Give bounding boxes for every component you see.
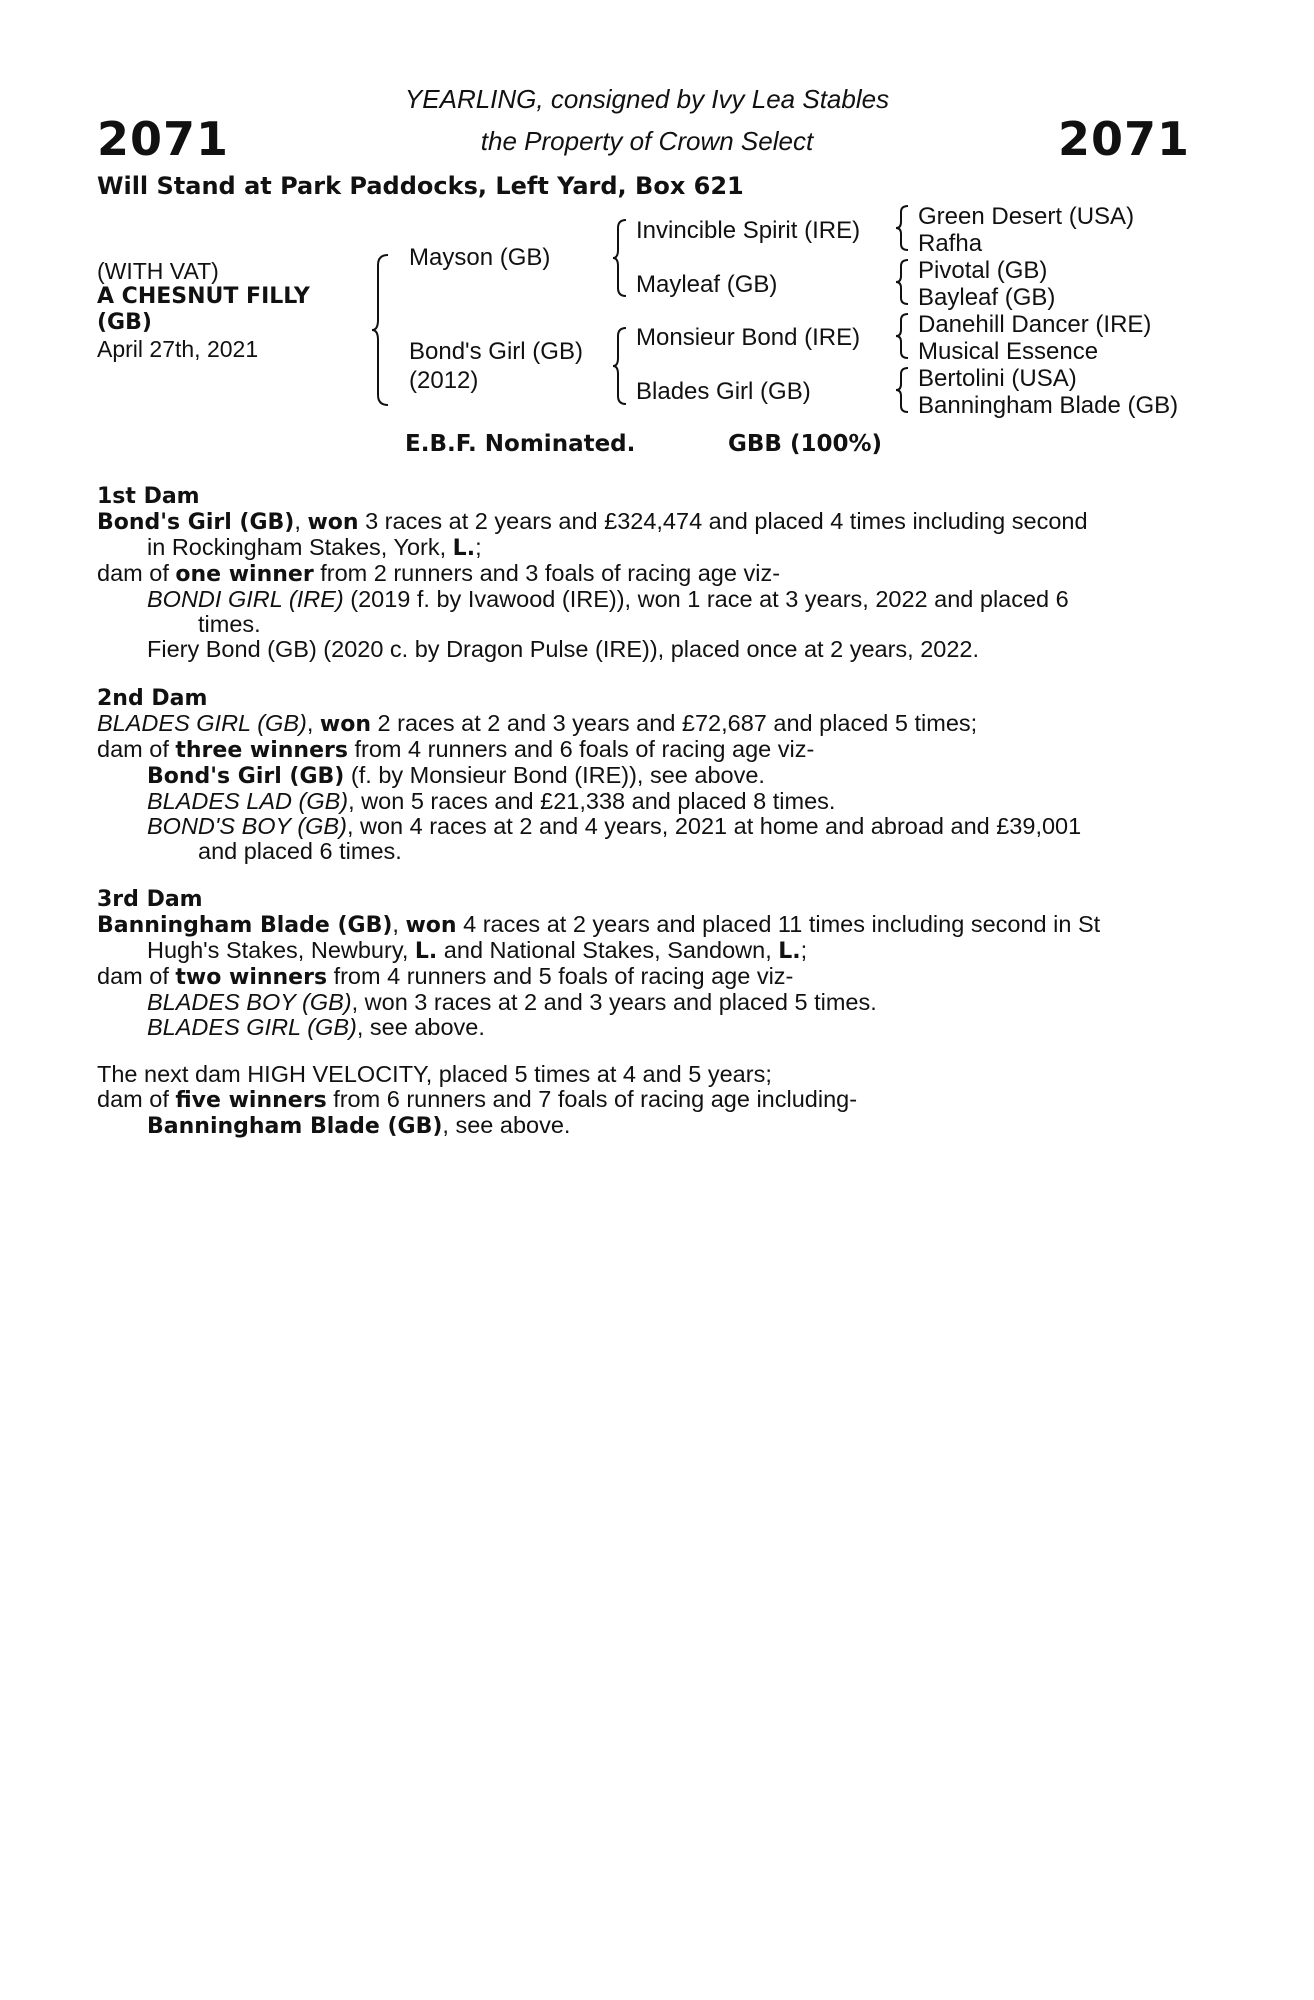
pedigree-sss: Green Desert (USA) (918, 203, 1135, 230)
pedigree-sds: Pivotal (GB) (918, 257, 1048, 284)
next-dam-section (97, 1062, 1192, 1139)
pedigree-sdd: Bayleaf (GB) (918, 284, 1056, 311)
produce-item (97, 789, 1192, 814)
dam-record-text-2: Hugh's Stakes, Newbury, (147, 937, 415, 963)
produce-item (97, 763, 1192, 789)
pedigree-dsd: Musical Essence (918, 338, 1099, 365)
dam-name: BLADES GIRL (GB) (97, 710, 307, 736)
dam-record-line (97, 912, 1192, 938)
subject-title: A CHESNUT FILLY (97, 284, 310, 309)
won-label: won (307, 510, 359, 535)
produce-item (97, 1015, 1192, 1040)
dam-record-text-2: in Rockingham Stakes, York, (147, 534, 453, 560)
dam-of-label: dam of (97, 736, 176, 762)
pedigree-brace-gg4 (894, 366, 910, 414)
pedigree-brace-gg3 (894, 312, 910, 360)
section-heading: 3rd Dam (97, 887, 203, 912)
dam-record-line-2 (97, 938, 1192, 964)
first-dam-section (97, 484, 1192, 662)
produce-name: BOND'S BOY (GB) (147, 813, 347, 839)
separator: , (392, 911, 406, 937)
date-of-birth: April 27th, 2021 (97, 336, 259, 362)
pedigree-dam-sire: Monsieur Bond (IRE) (636, 324, 861, 351)
subject-block (97, 258, 310, 362)
dam-record-line-2 (97, 535, 1192, 561)
pedigree-brace-main (370, 253, 392, 407)
second-dam-section (97, 686, 1192, 864)
dam-record-line (97, 711, 1192, 737)
pedigree-brace-dam (611, 326, 629, 406)
produce-item-cont: and placed 6 times. (198, 838, 402, 864)
produce-text: , won 3 races at 2 and 3 years and placed 5 times. (351, 989, 877, 1015)
produce-text: , won 5 races and £21,338 and placed 8 times. (348, 788, 836, 814)
produce-name: BLADES BOY (GB) (147, 989, 352, 1015)
produce-text: , see above. (442, 1112, 571, 1138)
dam-of-label: dam of (97, 963, 176, 989)
punctuation: ; (800, 937, 808, 963)
pedigree-brace-gg2 (894, 258, 910, 306)
produce-item (97, 587, 1192, 612)
produce-summary-text: from 2 runners and 3 foals of racing age viz- (313, 560, 781, 586)
lot-number-left: 2071 (97, 112, 230, 166)
pedigree-dss: Danehill Dancer (IRE) (918, 311, 1152, 338)
produce-text: (2019 f. by Ivawood (IRE)), won 1 race at 3 years, 2022 and placed 6 (343, 586, 1069, 612)
pedigree-brace-gg1 (894, 204, 910, 252)
separator: , (306, 710, 320, 736)
produce-name: Banningham Blade (GB) (147, 1114, 443, 1139)
winners-count: three winners (175, 738, 348, 763)
listed-marker: L. (414, 939, 438, 964)
produce-item (97, 814, 1192, 839)
listed-marker: L. (778, 939, 801, 964)
winners-count: one winner (175, 562, 314, 587)
pedigree-brace-sire (611, 218, 629, 298)
produce-item (97, 1113, 1192, 1139)
produce-name: BONDI GIRL (IRE) (147, 586, 344, 612)
dam-record-text-3: and National Stakes, Sandown, (437, 937, 779, 963)
lot-number-right: 2071 (1057, 112, 1190, 166)
gbb-percentage: GBB (100%) (728, 431, 883, 457)
pedigree-dam-dam: Blades Girl (GB) (636, 378, 811, 405)
produce-item: Fiery Bond (GB) (2020 c. by Dragon Pulse (IRE)), placed once at 2 years, 2022. (147, 636, 980, 662)
listed-marker: L. (452, 536, 476, 561)
property-line: the Property of Crown Select (480, 126, 814, 156)
pedigree-sire-sire: Invincible Spirit (IRE) (636, 217, 861, 244)
stand-location: Will Stand at Park Paddocks, Left Yard, Box 621 (97, 172, 744, 200)
won-label: won (319, 712, 371, 737)
dam-record-text: 3 races at 2 years and £324,474 and placed 4 times including second (358, 508, 1088, 534)
produce-summary (97, 1087, 1192, 1113)
winners-count: two winners (175, 965, 328, 990)
pedigree-sire: Mayson (GB) (409, 244, 551, 271)
consignment-line: YEARLING, consigned by Ivy Lea Stables (404, 84, 890, 114)
produce-name: Bond's Girl (GB) (147, 764, 345, 789)
produce-summary (97, 561, 1192, 587)
section-heading: 1st Dam (97, 484, 200, 509)
produce-text: , see above. (356, 1014, 485, 1040)
vat-note: (WITH VAT) (97, 258, 219, 284)
pedigree-ddd: Banningham Blade (GB) (918, 392, 1179, 419)
pedigree-dam: Bond's Girl (GB) (409, 338, 583, 365)
produce-item-cont: times. (198, 611, 261, 637)
won-label: won (405, 913, 457, 938)
produce-summary (97, 737, 1192, 763)
pedigree-ssd: Rafha (918, 230, 983, 257)
produce-summary-text: from 6 runners and 7 foals of racing age including- (326, 1086, 858, 1112)
dam-name: Banningham Blade (GB) (97, 913, 393, 938)
section-heading: 2nd Dam (97, 686, 208, 711)
dam-of-label: dam of (97, 560, 176, 586)
ebf-nomination: E.B.F. Nominated. (405, 431, 636, 457)
dam-record-line: Bond's Girl (GB), won 3 races at 2 years and £324,474 and placed 4 times including second (97, 508, 1088, 535)
produce-text: , won 4 races at 2 and 4 years, 2021 at home and abroad and £39,001 (346, 813, 1082, 839)
produce-name: BLADES GIRL (GB) (147, 1014, 357, 1040)
third-dam-section (97, 887, 1192, 1040)
produce-name: BLADES LAD (GB) (147, 788, 349, 814)
dam-name: Bond's Girl (GB) (97, 510, 295, 535)
produce-summary-text: from 4 runners and 5 foals of racing age viz- (327, 963, 794, 989)
produce-summary-text: from 4 runners and 6 foals of racing age viz- (347, 736, 815, 762)
subject-title-country: (GB) (97, 310, 152, 335)
produce-item (97, 990, 1192, 1015)
dam-record-text: 2 races at 2 and 3 years and £72,687 and placed 5 times; (371, 710, 978, 736)
pedigree-dam-year: (2012) (409, 367, 479, 394)
pedigree-sire-dam: Mayleaf (GB) (636, 271, 778, 298)
dam-of-label: dam of (97, 1086, 176, 1112)
produce-text: (f. by Monsieur Bond (IRE)), see above. (344, 762, 765, 788)
pedigree-dds: Bertolini (USA) (918, 365, 1077, 392)
dam-record-text: 4 races at 2 years and placed 11 times including second in St (456, 911, 1101, 937)
punctuation: ; (475, 534, 482, 560)
winners-count: five winners (175, 1088, 327, 1113)
produce-summary (97, 964, 1192, 990)
next-dam-record: The next dam HIGH VELOCITY, placed 5 times at 4 and 5 years; (97, 1061, 772, 1087)
